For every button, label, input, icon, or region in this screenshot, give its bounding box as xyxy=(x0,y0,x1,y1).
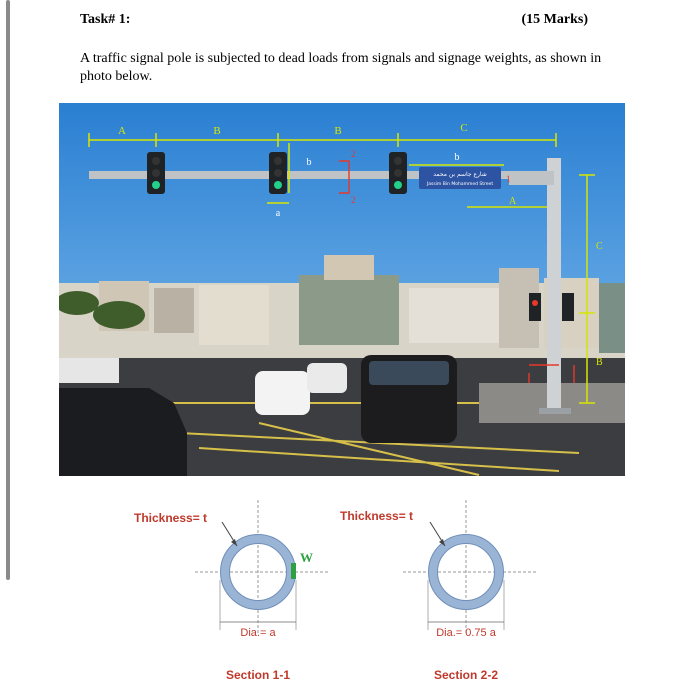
svg-text:C: C xyxy=(596,241,603,252)
svg-text:2: 2 xyxy=(351,149,356,159)
svg-text:A: A xyxy=(509,196,517,207)
svg-text:شارع جاسم بن محمد: شارع جاسم بن محمد xyxy=(433,171,487,178)
svg-text:1: 1 xyxy=(506,174,511,184)
section-1-1-diagram xyxy=(130,490,370,690)
task-title: Task# 1: xyxy=(80,12,131,27)
svg-text:W: W xyxy=(300,550,313,565)
svg-text:Section 2-2: Section 2-2 xyxy=(433,668,499,682)
svg-text:Dia.= a: Dia.= a xyxy=(240,627,276,639)
svg-text:b: b xyxy=(454,152,460,163)
svg-text:Dia.= 0.75 a: Dia.= 0.75 a xyxy=(436,627,496,639)
task-marks: (15 Marks) xyxy=(521,12,588,27)
section-2-2-diagram xyxy=(338,490,578,690)
task-description: A traffic signal pole is subjected to dead loads from signals and signage weights, as shown in photo below. xyxy=(80,51,602,84)
svg-text:B: B xyxy=(596,357,603,368)
svg-text:Thickness= t: Thickness= t xyxy=(134,511,208,525)
svg-text:Jassim Bin Mohammed Street: Jassim Bin Mohammed Street xyxy=(426,182,494,187)
svg-text:Thickness= t: Thickness= t xyxy=(340,509,414,523)
traffic-signal-photo xyxy=(59,103,625,476)
svg-text:Section 1-1: Section 1-1 xyxy=(225,668,291,682)
svg-text:C: C xyxy=(460,122,468,134)
svg-text:A: A xyxy=(118,125,126,137)
svg-text:B: B xyxy=(334,125,342,137)
svg-text:b: b xyxy=(306,157,312,168)
scrollbar[interactable] xyxy=(6,0,10,580)
svg-text:a: a xyxy=(275,208,281,219)
svg-text:B: B xyxy=(213,125,221,137)
signal-head-1 xyxy=(147,152,165,194)
svg-text:2: 2 xyxy=(351,195,356,205)
